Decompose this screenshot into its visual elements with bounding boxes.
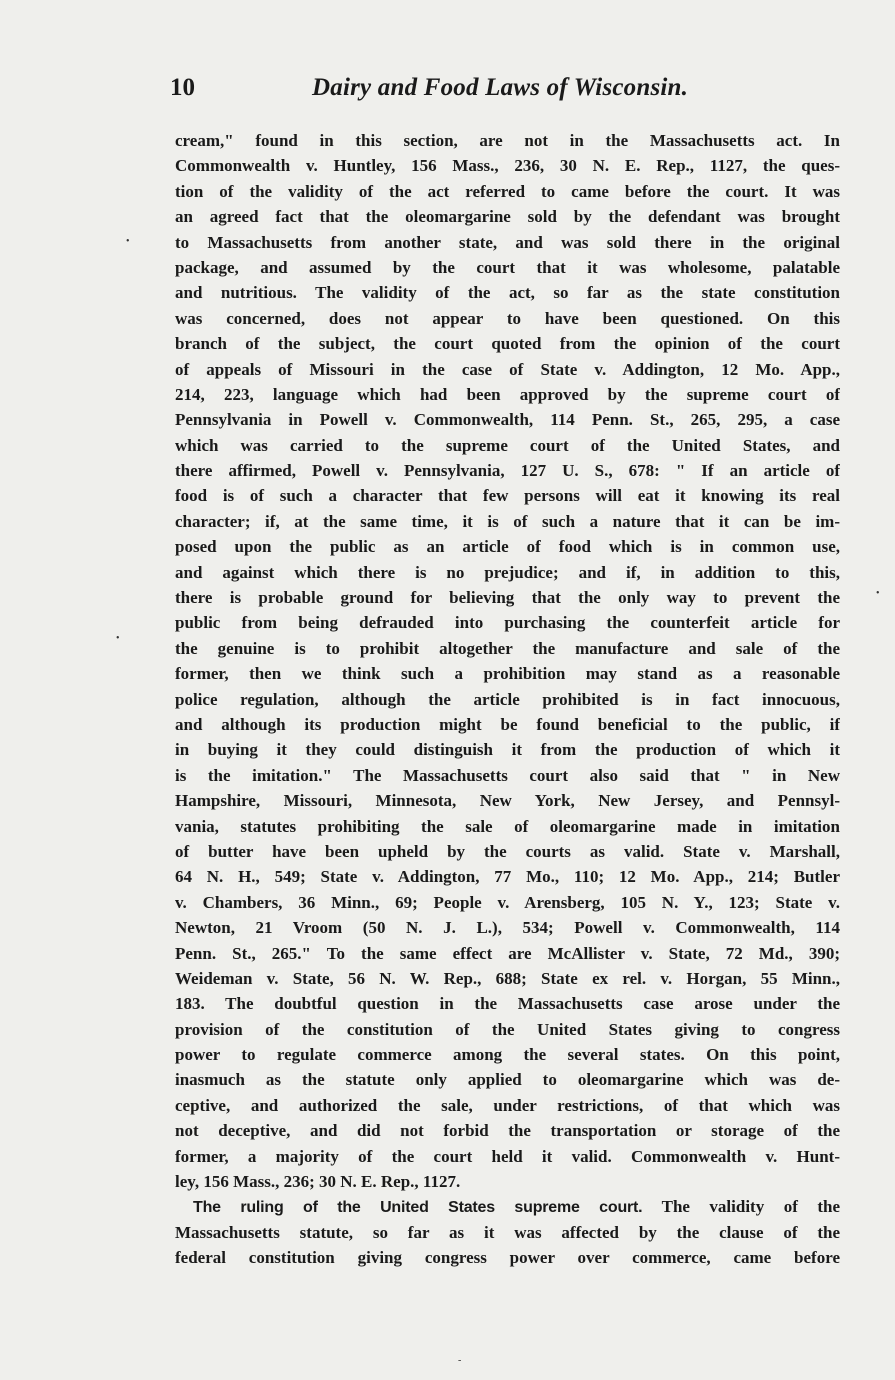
text-line: which was carried to the supreme court of the United States, and [175, 435, 840, 455]
text-line: cream," found in this section, are not in the Massachusetts act. In [175, 131, 840, 150]
text-line: 64 N. H., 549; State v. Addington, 77 Mo., 110; 12 Mo. App., 214; Butler [175, 867, 840, 887]
text-line: Hampshire, Missouri, Minnesota, New York, New Jersey, and Pennsyl- [175, 791, 840, 811]
text-line: the genuine is to prohibit altogether the manufacture and sale of the [175, 638, 840, 658]
text-line: tion of the validity of the act referred to came before the court. It was [175, 181, 840, 201]
text-line: provision of the constitution of the United States giving to congress [175, 1019, 840, 1039]
text-line: Weideman v. State, 56 N. W. Rep., 688; State ex rel. v. Horgan, 55 Minn., [175, 968, 840, 988]
text-line: character; if, at the same time, it is of such a nature that it can be im- [175, 511, 840, 531]
text-line: and nutritious. The validity of the act, so far as the state constitution [175, 283, 840, 303]
text-line: ceptive, and authorized the sale, under restrictions, of that which was [175, 1095, 840, 1115]
text-line: posed upon the public as an article of food which is in common use, [175, 537, 840, 557]
text-line: and against which there is no prejudice; and if, in addition to this, [175, 562, 840, 582]
page-number: 10 [170, 74, 195, 101]
text-line: federal constitution giving congress power over commerce, came before [175, 1248, 840, 1268]
text-line: of appeals of Missouri in the case of State v. Addington, 12 Mo. App., [175, 359, 840, 379]
running-title: Dairy and Food Laws of Wisconsin. [312, 74, 689, 101]
text-line: is the imitation." The Massachusetts court also said that " in New [175, 765, 840, 785]
text-line: there affirmed, Powell v. Pennsylvania, 127 U. S., 678: " If an article of [175, 461, 840, 481]
ruling-paragraph-first-line [175, 1194, 840, 1219]
print-speck: • [876, 588, 880, 599]
text-line: police regulation, although the article prohibited is in fact innocuous, [175, 689, 840, 709]
text-line: inasmuch as the statute only applied to oleomargarine which was de- [175, 1070, 840, 1090]
text-line: Newton, 21 Vroom (50 N. J. L.), 534; Powell v. Commonwealth, 114 [175, 918, 840, 938]
text-line: and although its production might be found beneficial to the public, if [175, 714, 840, 734]
text-line: an agreed fact that the oleomargarine sold by the defendant was brought [175, 207, 840, 227]
text-line: Penn. St., 265." To the same effect are McAllister v. State, 72 Md., 390; [175, 943, 840, 963]
text-line: former, a majority of the court held it valid. Commonwealth v. Hunt- [175, 1146, 840, 1166]
text-line: there is probable ground for believing that the only way to prevent the [175, 588, 840, 608]
running-head [170, 74, 715, 108]
text-line: Massachusetts statute, so far as it was affected by the clause of the [175, 1222, 840, 1242]
text-line: of butter have been upheld by the courts as valid. State v. Marshall, [175, 841, 840, 861]
text-line: Pennsylvania in Powell v. Commonwealth, 114 Penn. St., 265, 295, a case [175, 410, 840, 430]
text-line: was concerned, does not appear to have been questioned. On this [175, 308, 840, 328]
text-line: public from being defrauded into purchasing the counterfeit article for [175, 613, 840, 633]
text-line: food is of such a character that few persons will eat it knowing its real [175, 486, 840, 506]
text-line: ley, 156 Mass., 236; 30 N. E. Rep., 1127. [175, 1172, 461, 1192]
print-speck: • [126, 236, 130, 247]
text-fragment: The validity of the [661, 1197, 840, 1217]
text-line: former, then we think such a prohibition may stand as a reasonable [175, 664, 840, 684]
text-line: 183. The doubtful question in the Massachusetts case arose under the [175, 994, 840, 1014]
print-speck: • [116, 633, 120, 644]
text-line: vania, statutes prohibiting the sale of oleomargarine made in imitation [175, 816, 840, 836]
text-line: to Massachusetts from another state, and was sold there in the original [175, 232, 840, 252]
body-text [175, 128, 840, 1271]
text-line: Commonwealth v. Huntley, 156 Mass., 236, 30 N. E. Rep., 1127, the ques- [175, 156, 840, 176]
text-line: v. Chambers, 36 Minn., 69; People v. Arensberg, 105 N. Y., 123; State v. [175, 892, 840, 912]
text-line: 214, 223, language which had been approved by the supreme court of [175, 384, 840, 404]
text-line: power to regulate commerce among the several states. On this point, [175, 1045, 840, 1065]
section-heading: The ruling of the United States supreme court. [193, 1199, 643, 1217]
text-line: branch of the subject, the court quoted from the opinion of the court [175, 334, 840, 354]
print-speck: - [458, 1355, 462, 1366]
text-line: package, and assumed by the court that it was wholesome, palatable [175, 257, 840, 277]
text-line: not deceptive, and did not forbid the transportation or storage of the [175, 1121, 840, 1141]
text-line: in buying it they could distinguish it from the production of which it [175, 740, 840, 760]
